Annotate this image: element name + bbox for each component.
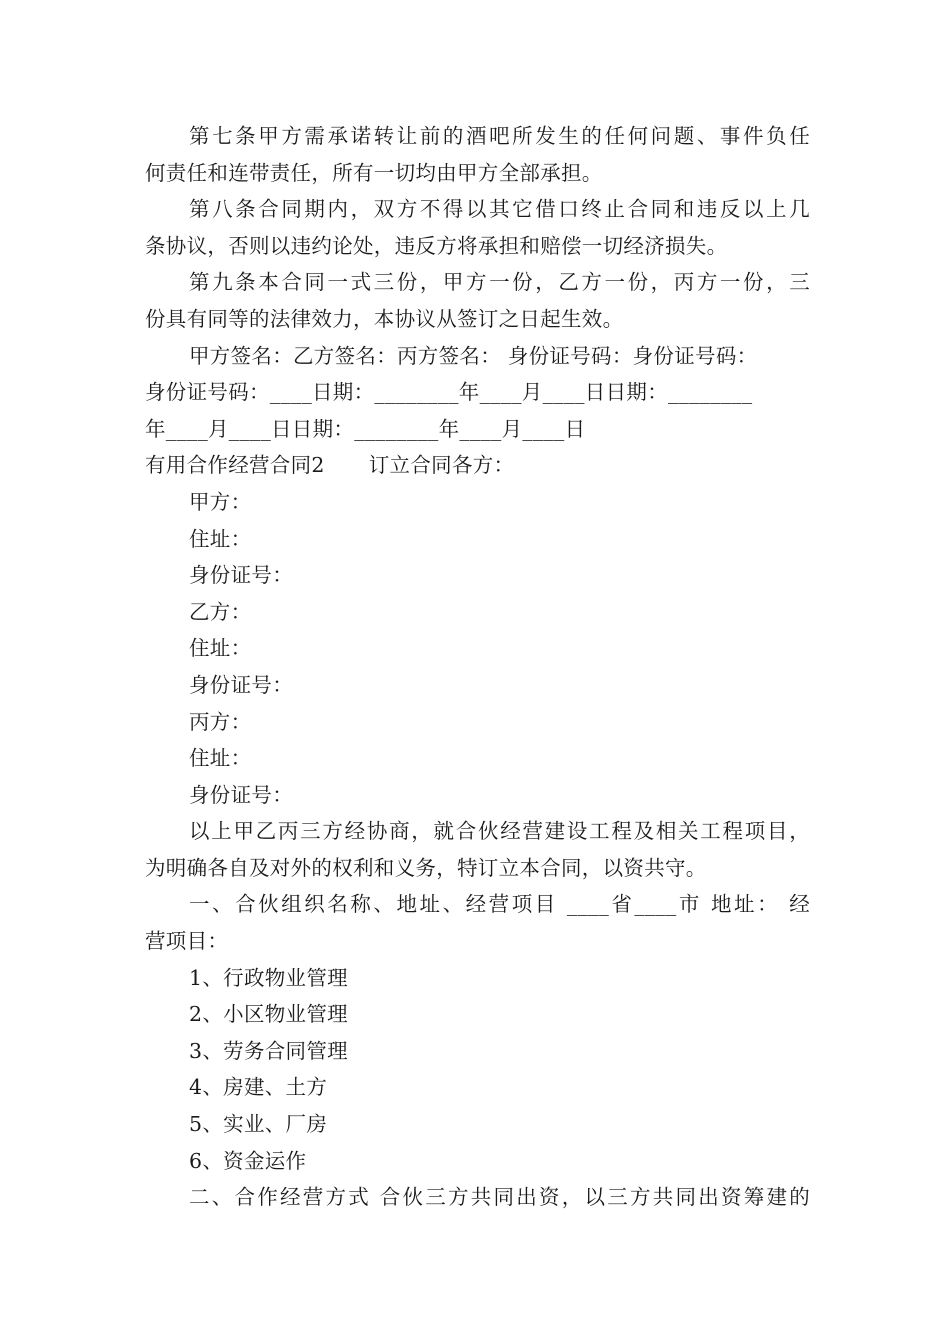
project-item: 5、实业、厂房	[189, 1112, 328, 1137]
article-8-line-1: 第八条合同期内，双方不得以其它借口终止合同和违反以上几	[189, 197, 810, 222]
party-field: 住址：	[189, 746, 252, 771]
article-7-line-1: 第七条甲方需承诺转让前的酒吧所发生的任何问题、事件负任	[189, 124, 810, 148]
project-item: 4、房建、土方	[189, 1075, 328, 1100]
project-item: 6、资金运作	[189, 1148, 307, 1173]
intro-line-1: 以上甲乙丙三方经协商，就合伙经营建设工程及相关工程项目，	[189, 819, 810, 844]
signature-line-2: 身份证号码：____日期：________年____月____日日期：________	[145, 380, 753, 405]
contract-parties-label: 订立合同各方：	[368, 453, 515, 478]
project-item: 3、劳务合同管理	[189, 1038, 348, 1063]
party-field: 住址：	[189, 636, 252, 661]
section-2-line-1: 二、合作经营方式 合伙三方共同出资，以三方共同出资筹建的	[189, 1185, 810, 1210]
article-8-line-2: 条协议，否则以违约论处，违反方将承担和赔偿一切经济损失。	[145, 233, 728, 258]
article-9-line-2: 份具有同等的法律效力，本协议从签订之日起生效。	[145, 306, 624, 331]
document-page	[145, 118, 810, 1216]
contract-title: 有用合作经营合同2	[145, 453, 325, 478]
party-field: 身份证号：	[189, 563, 293, 588]
article-7-line-2: 何责任和连带责任，所有一切均由甲方全部承担。	[145, 160, 603, 185]
party-field: 乙方：	[189, 599, 252, 624]
party-field: 住址：	[189, 526, 252, 551]
party-field: 身份证号：	[189, 672, 293, 697]
article-9-line-1: 第九条本合同一式三份，甲方一份，乙方一份，丙方一份，三	[189, 270, 810, 295]
party-field: 甲方：	[189, 489, 252, 514]
project-item: 1、行政物业管理	[189, 965, 348, 990]
project-item: 2、小区物业管理	[189, 1002, 348, 1027]
signature-line-1: 甲方签名：乙方签名：丙方签名： 身份证号码：身份证号码：	[189, 343, 758, 368]
signature-line-3: 年____月____日日期：________年____月____日	[145, 416, 586, 441]
party-field: 身份证号：	[189, 782, 293, 807]
intro-line-2: 为明确各自及对外的权利和义务，特订立本合同，以资共守。	[145, 855, 707, 880]
section-1-line-1: 一、合伙组织名称、地址、经营项目 ____省____市 地址： 经	[189, 892, 810, 917]
contract-heading	[145, 447, 810, 484]
section-1-line-2: 营项目：	[145, 929, 229, 954]
party-field: 丙方：	[189, 709, 252, 734]
